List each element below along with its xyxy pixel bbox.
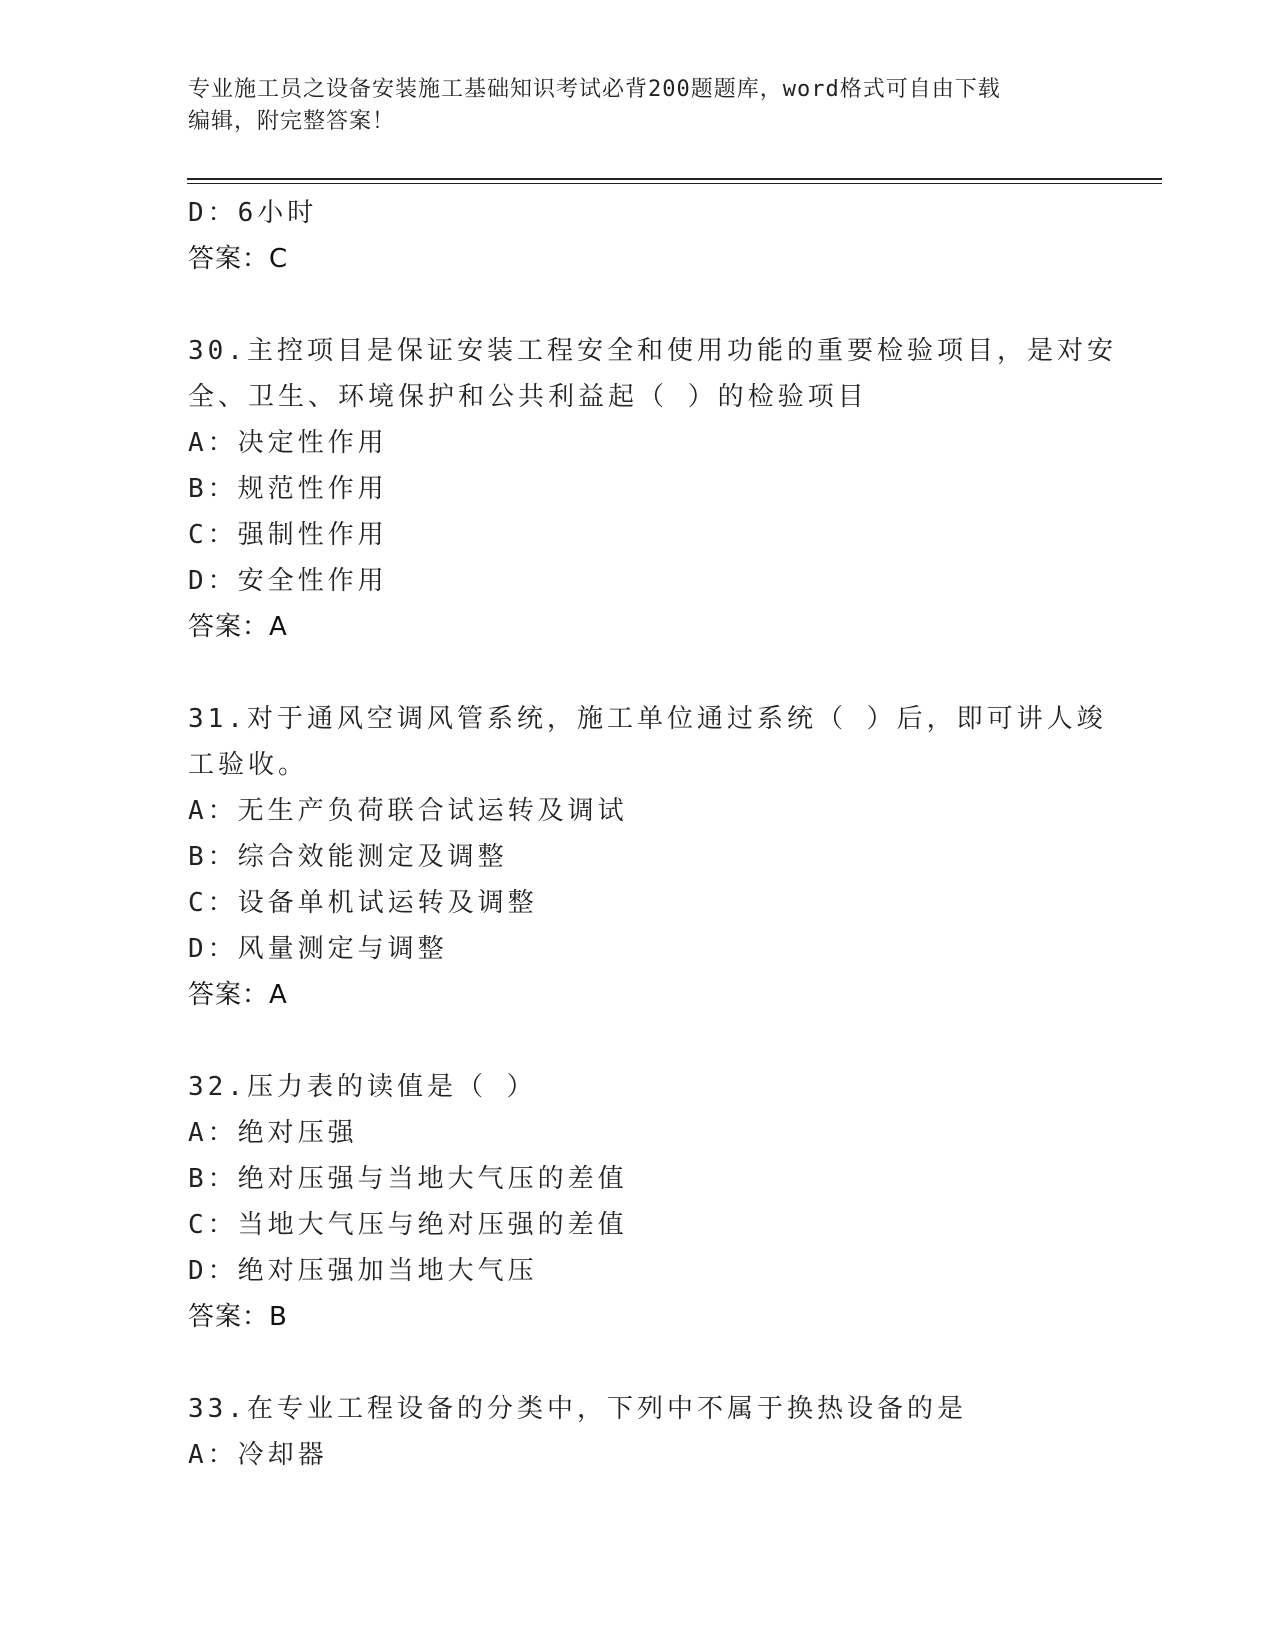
option-b: B：绝对压强与当地大气压的差值 [188,1164,628,1194]
question-stem: 32.压力表的读值是（ ） [188,1072,537,1102]
question-30 [188,328,1117,650]
question-stem: 31.对于通风空调风管系统，施工单位通过系统（ ）后，即可讲人竣 [188,704,1107,734]
question-32 [188,1064,1088,1340]
spacer [188,1018,1088,1064]
answer-line: 答案：B [188,1302,288,1332]
option-a: A：无生产负荷联合试运转及调试 [188,796,628,826]
option-d: D：绝对压强加当地大气压 [188,1256,538,1286]
answer-line: 答案：C [188,244,289,274]
question-stem: 30.主控项目是保证安装工程安全和使用功能的重要检验项目，是对安 [188,336,1117,366]
spacer [188,282,1088,328]
option-c: C：当地大气压与绝对压强的差值 [188,1210,628,1240]
header-line-2: 编辑，附完整答案！ [188,109,396,134]
question-31 [188,696,1107,1018]
spacer [188,650,1088,696]
question-stem: 33.在专业工程设备的分类中，下列中不属于换热设备的是 [188,1394,967,1424]
option-d: D：风量测定与调整 [188,934,448,964]
option-b: B：综合效能测定及调整 [188,842,508,872]
question-list [188,190,1117,1478]
page-header [188,74,1088,138]
question-stem: 工验收。 [188,750,309,780]
option-a: A：冷却器 [188,1440,328,1470]
spacer [188,1340,1088,1386]
header-divider-thick [187,178,1162,180]
question-33 [188,1386,1088,1478]
option-c: C：设备单机试运转及调整 [188,888,538,918]
option-c: C：强制性作用 [188,520,388,550]
answer-line: 答案：A [188,980,288,1010]
option-a: A：决定性作用 [188,428,388,458]
question-stem: 全、卫生、环境保护和公共利益起（ ）的检验项目 [188,382,868,412]
option-a: A：绝对压强 [188,1118,358,1148]
option-b: B：规范性作用 [188,474,388,504]
option-d: D：6小时 [188,198,318,228]
header-divider-thin [187,183,1162,184]
header-line-1: 专业施工员之设备安装施工基础知识考试必背200题题库，word格式可自由下载 [188,77,1001,102]
answer-line: 答案：A [188,612,288,642]
option-d: D：安全性作用 [188,566,388,596]
